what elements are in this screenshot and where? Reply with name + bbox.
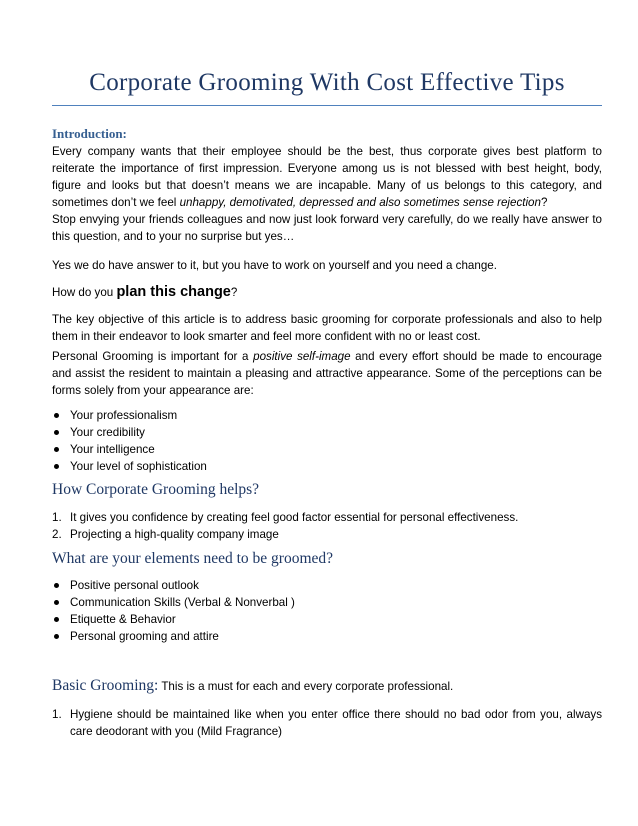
list-item-text: Your professionalism: [70, 409, 178, 422]
intro-text: Every company wants that their employee should be the best, thus corporate gives best platform to reiterate the importance of first impression. Everyone among us is not blessed with best height, body, figure and looks but that doesn’t means we are incapable. Many of us belongs to this category, and sometimes don’t we feel: [52, 145, 602, 209]
bullet-icon: [54, 413, 59, 418]
list-item: [52, 706, 602, 740]
list-item: [52, 509, 602, 526]
plan-change-end: ?: [230, 286, 238, 299]
list-item: [52, 424, 602, 441]
plan-change-text: How do you: [52, 286, 117, 299]
list-item-text: Your level of sophistication: [70, 460, 207, 473]
basic-grooming-list: [52, 706, 602, 740]
perceptions-list: [52, 407, 602, 475]
list-number: 1.: [52, 511, 62, 524]
title-underline: [52, 105, 602, 106]
basic-grooming-description: This is a must for each and every corporate professional.: [158, 680, 454, 693]
list-item: [52, 577, 602, 594]
list-item-text: Positive personal outlook: [70, 579, 199, 592]
helps-list: [52, 509, 602, 543]
personal-grooming-text: Personal Grooming is important for a: [52, 350, 254, 363]
intro-end-text: ?: [540, 196, 548, 209]
intro-italic-text: unhappy, demotivated, depressed and also sometimes sense rejection: [179, 196, 541, 209]
personal-grooming-end: and every effort should be made to encourage and assist the resident to maintain a pleasing and attractive appearance. Some of the perceptions can be forms solely from your appearance are:: [52, 350, 603, 397]
introduction-heading: Introduction:: [52, 126, 127, 141]
list-item: [52, 458, 602, 475]
basic-grooming-heading: [52, 677, 453, 695]
list-item: [52, 441, 602, 458]
list-item-text: It gives you confidence by creating feel good factor essential for personal effectiveness.: [70, 511, 519, 524]
bullet-icon: [54, 430, 59, 435]
bullet-icon: [54, 447, 59, 452]
list-item-text: Your credibility: [70, 426, 145, 439]
list-item: [52, 611, 602, 628]
plan-change-paragraph: [52, 284, 602, 301]
plan-change-bold: plan this change: [116, 284, 231, 300]
list-item-text: Hygiene should be maintained like when you enter office there should no bad odor from you, always care deodorant with you (Mild Fragrance): [70, 708, 602, 738]
bullet-icon: [54, 464, 59, 469]
elements-list: [52, 577, 602, 645]
list-number: 2.: [52, 528, 62, 541]
objective-paragraph: The key objective of this article is to address basic grooming for corporate professionals and also to help them in their endeavor to look smarter and feel more confident with no or least cost.: [52, 313, 602, 343]
list-item-text: Projecting a high-quality company image: [70, 528, 279, 541]
list-item-text: Personal grooming and attire: [70, 630, 219, 643]
answer-paragraph: Yes we do have answer to it, but you have to work on yourself and you need a change.: [52, 259, 497, 272]
bullet-icon: [54, 617, 59, 622]
envy-paragraph: Stop envying your friends colleagues and now just look forward very carefully, do we really have answer to this question, and to your no surprise but yes…: [52, 213, 602, 243]
list-item-text: Etiquette & Behavior: [70, 613, 176, 626]
list-item: [52, 526, 602, 543]
personal-grooming-paragraph: [52, 348, 602, 399]
list-item-text: Communication Skills (Verbal & Nonverbal ): [70, 596, 295, 609]
bullet-icon: [54, 634, 59, 639]
list-item: [52, 628, 602, 645]
list-item-text: Your intelligence: [70, 443, 155, 456]
how-grooming-helps-heading: How Corporate Grooming helps?: [52, 481, 260, 498]
document-title: Corporate Grooming With Cost Effective Tips: [89, 69, 565, 96]
list-number: 1.: [52, 708, 62, 721]
elements-groomed-heading: What are your elements need to be groomed?: [52, 550, 334, 567]
bullet-icon: [54, 600, 59, 605]
bullet-icon: [54, 583, 59, 588]
positive-self-image-italic: positive self-image: [253, 350, 351, 363]
list-item: [52, 594, 602, 611]
list-item: [52, 407, 602, 424]
intro-paragraph: [52, 143, 602, 211]
basic-grooming-title: Basic Grooming:: [52, 677, 159, 694]
